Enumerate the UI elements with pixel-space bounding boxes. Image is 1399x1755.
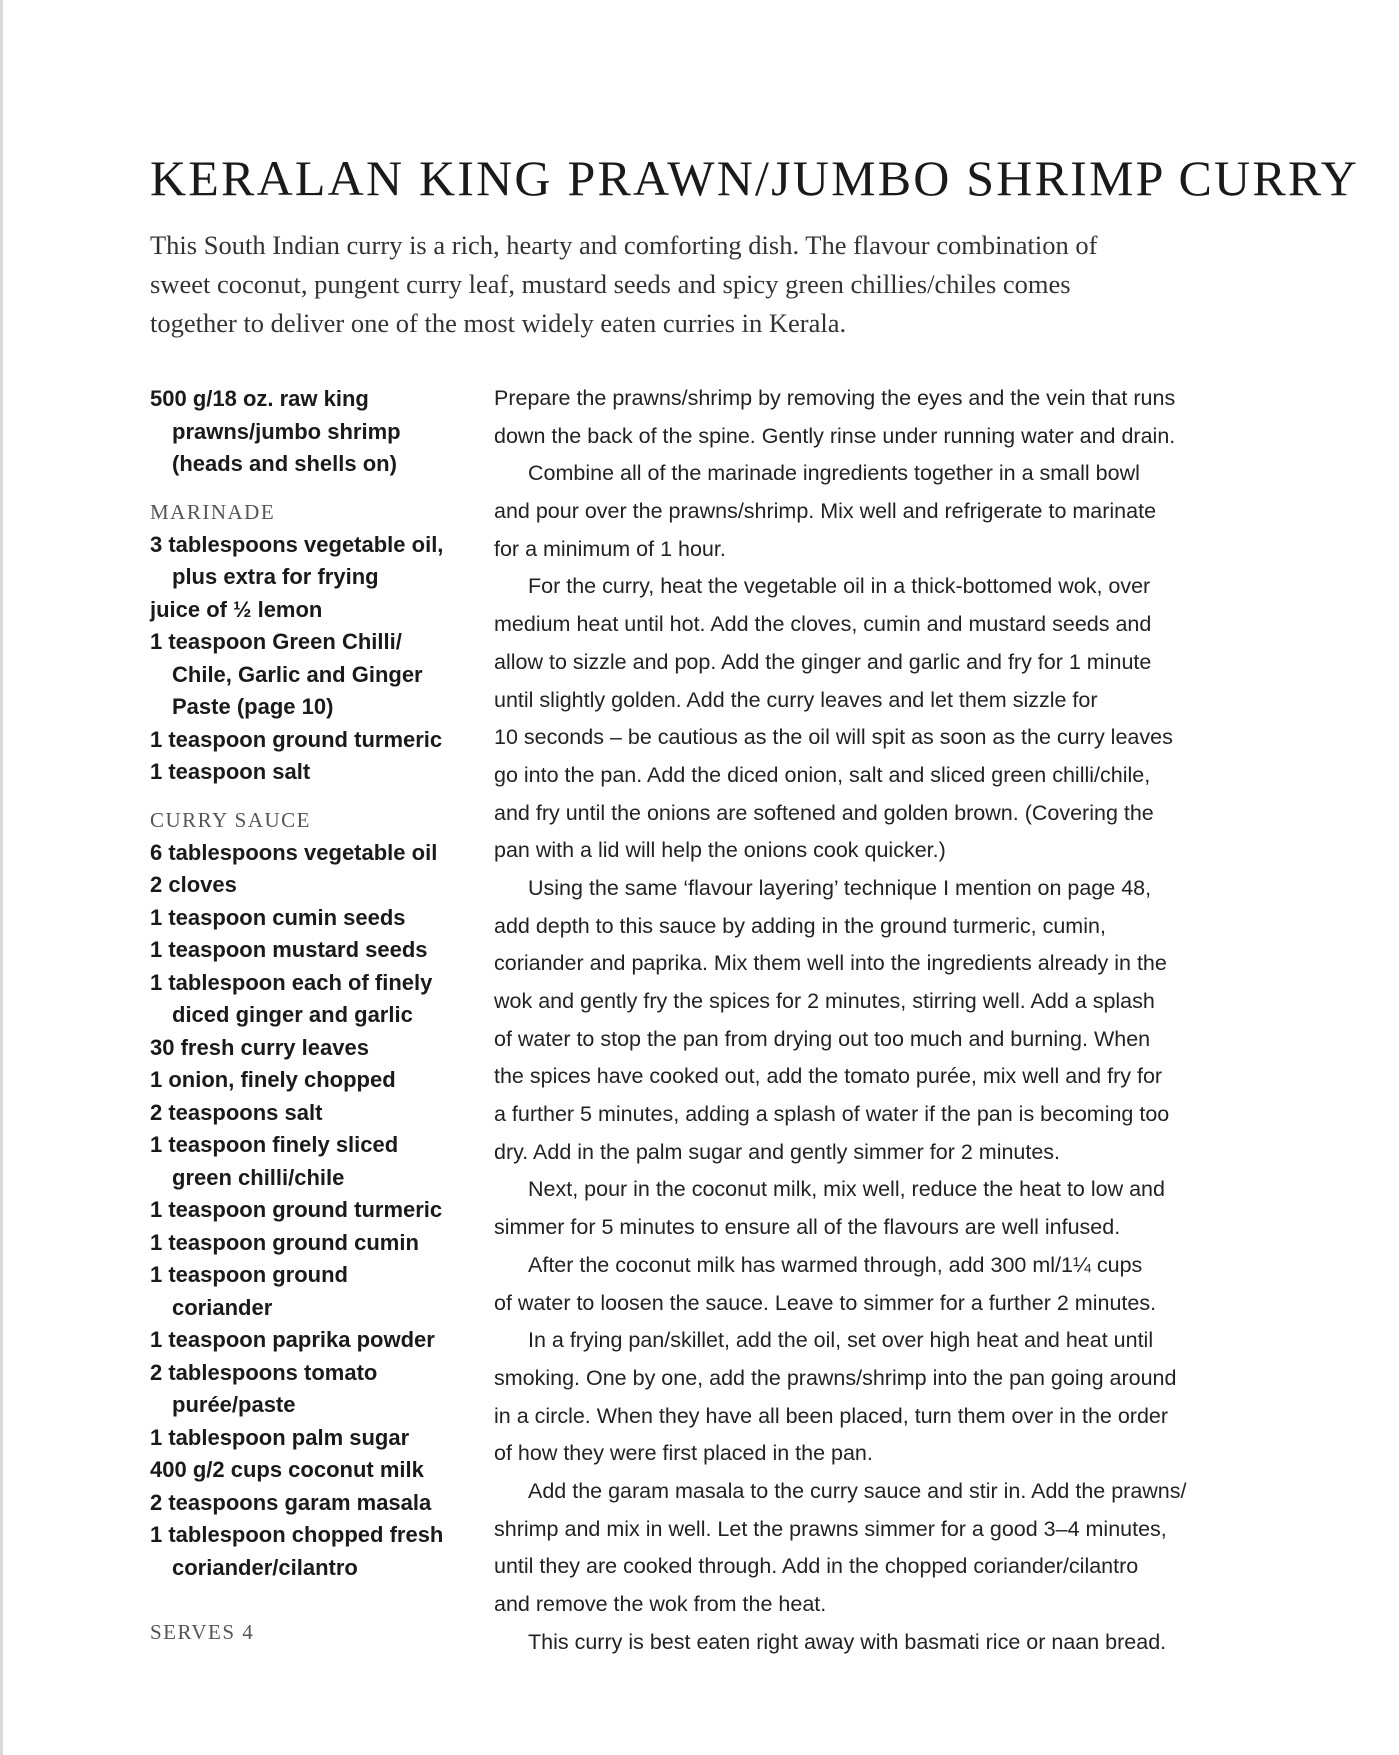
ingredient-line: Paste (page 10) bbox=[172, 694, 334, 719]
method-line: of how they were first placed in the pan. bbox=[494, 1441, 873, 1466]
method-line: and remove the wok from the heat. bbox=[494, 1592, 827, 1616]
ingredient-line: 30 fresh curry leaves bbox=[150, 1034, 369, 1060]
method-line: go into the pan. Add the diced onion, salt and sliced green chilli/chile, bbox=[494, 762, 1151, 787]
ingredient-line: Chile, Garlic and Ginger bbox=[172, 661, 423, 687]
intro-line: together to deliver one of the most widely eaten curries in Kerala. bbox=[150, 308, 847, 338]
ingredient-line: 1 teaspoon ground turmeric bbox=[150, 726, 443, 752]
ingredient-line: coriander bbox=[172, 1294, 273, 1320]
ingredient-line: diced ginger and garlic bbox=[172, 1002, 413, 1027]
ingredients-list bbox=[150, 383, 460, 1584]
method-line: of water to stop the pan from drying out too much and burning. When bbox=[494, 1026, 1151, 1051]
curry-sauce-heading: CURRY SAUCE bbox=[150, 807, 312, 832]
ingredient-line: 6 tablespoons vegetable oil bbox=[150, 839, 438, 865]
intro-line: This South Indian curry is a rich, hearty and comforting dish. The flavour combination of bbox=[150, 230, 1098, 260]
ingredient-line: 1 teaspoon finely sliced bbox=[150, 1132, 399, 1157]
ingredient-line: 2 tablespoons tomato bbox=[150, 1359, 378, 1385]
ingredient-line: 1 teaspoon ground turmeric bbox=[150, 1197, 443, 1222]
method-line: smoking. One by one, add the prawns/shrimp into the pan going around bbox=[494, 1365, 1177, 1390]
method-line: and pour over the prawns/shrimp. Mix well and refrigerate to marinate bbox=[494, 499, 1157, 524]
ingredient-line: 1 tablespoon palm sugar bbox=[150, 1424, 410, 1450]
method-line: medium heat until hot. Add the cloves, cumin and mustard seeds and bbox=[494, 612, 1152, 637]
method-line: Prepare the prawns/shrimp by removing the eyes and the vein that runs bbox=[494, 386, 1176, 410]
method-line: until they are cooked through. Add in the chopped coriander/cilantro bbox=[494, 1554, 1139, 1579]
method-line: For the curry, heat the vegetable oil in a thick-bottomed wok, over bbox=[528, 574, 1151, 599]
serves-label: SERVES 4 bbox=[150, 1620, 255, 1644]
method-line: wok and gently fry the spices for 2 minutes, stirring well. Add a splash bbox=[494, 989, 1155, 1013]
ingredient-line: purée/paste bbox=[172, 1392, 296, 1417]
ingredient-line: 1 teaspoon mustard seeds bbox=[150, 937, 428, 962]
method-line: down the back of the spine. Gently rinse under running water and drain. bbox=[494, 423, 1176, 448]
method-line: pan with a lid will help the onions cook quicker.) bbox=[494, 838, 946, 863]
method-line: dry. Add in the palm sugar and gently simmer for 2 minutes. bbox=[494, 1139, 1061, 1164]
ingredient-line: 500 g/18 oz. raw king bbox=[150, 386, 369, 411]
ingredient-line: 1 teaspoon Green Chilli/ bbox=[150, 629, 402, 654]
method-line: add depth to this sauce by adding in the ground turmeric, cumin, bbox=[494, 913, 1106, 938]
method-line: the spices have cooked out, add the tomato purée, mix well and fry for bbox=[494, 1064, 1163, 1089]
method-line: a further 5 minutes, adding a splash of water if the pan is becoming too bbox=[494, 1102, 1170, 1127]
ingredient-line: 1 tablespoon chopped fresh bbox=[150, 1522, 444, 1547]
ingredient-line: 400 g/2 cups coconut milk bbox=[150, 1457, 424, 1482]
ingredient-line: 1 tablespoon each of finely bbox=[150, 969, 433, 995]
method-line: until slightly golden. Add the curry leaves and let them sizzle for bbox=[494, 687, 1098, 712]
ingredient-line: coriander/cilantro bbox=[172, 1554, 358, 1580]
ingredient-line: 2 teaspoons salt bbox=[150, 1099, 323, 1125]
ingredient-line: 1 teaspoon cumin seeds bbox=[150, 904, 406, 930]
method-line: After the coconut milk has warmed through, add 300 ml/1¼ cups bbox=[528, 1252, 1143, 1277]
ingredient-line: 2 cloves bbox=[150, 872, 237, 897]
method-line: Add the garam masala to the curry sauce and stir in. Add the prawns/ bbox=[528, 1478, 1187, 1503]
method-line: In a frying pan/skillet, add the oil, set over high heat and heat until bbox=[528, 1328, 1154, 1353]
method-line: of water to loosen the sauce. Leave to simmer for a further 2 minutes. bbox=[494, 1290, 1157, 1315]
method-text bbox=[494, 380, 1254, 1661]
ingredient-line: (heads and shells on) bbox=[172, 451, 397, 476]
method-line: in a circle. When they have all been placed, turn them over in the order bbox=[494, 1403, 1169, 1428]
ingredient-line: 3 tablespoons vegetable oil, bbox=[150, 531, 444, 557]
method-line: 10 seconds – be cautious as the oil will spit as soon as the curry leaves bbox=[494, 725, 1173, 750]
method-line: and fry until the onions are softened and golden brown. (Covering the bbox=[494, 800, 1154, 825]
method-line: coriander and paprika. Mix them well into the ingredients already in the bbox=[494, 951, 1167, 976]
method-line: allow to sizzle and pop. Add the ginger and garlic and fry for 1 minute bbox=[494, 649, 1152, 674]
method-line: Next, pour in the coconut milk, mix well, reduce the heat to low and bbox=[528, 1177, 1165, 1202]
recipe-intro bbox=[150, 226, 1260, 343]
ingredient-line: prawns/jumbo shrimp bbox=[172, 418, 401, 444]
ingredient-line: 1 onion, finely chopped bbox=[150, 1067, 396, 1092]
ingredient-line: 1 teaspoon ground cumin bbox=[150, 1229, 419, 1255]
intro-line: sweet coconut, pungent curry leaf, mustard seeds and spicy green chillies/chiles comes bbox=[150, 269, 1071, 299]
ingredient-line: 1 teaspoon salt bbox=[150, 759, 311, 784]
ingredient-line: green chilli/chile bbox=[172, 1164, 345, 1190]
ingredient-line: 2 teaspoons garam masala bbox=[150, 1489, 432, 1515]
ingredient-line: juice of ½ lemon bbox=[150, 596, 323, 622]
ingredient-line: 1 teaspoon ground bbox=[150, 1262, 348, 1287]
ingredient-line: 1 teaspoon paprika powder bbox=[150, 1327, 435, 1352]
method-line: This curry is best eaten right away with basmati rice or naan bread. bbox=[528, 1629, 1167, 1654]
method-line: Combine all of the marinade ingredients together in a small bowl bbox=[528, 461, 1140, 486]
method-line: Using the same ‘flavour layering’ technique I mention on page 48, bbox=[528, 875, 1152, 900]
method-line: simmer for 5 minutes to ensure all of the flavours are well infused. bbox=[494, 1215, 1121, 1240]
ingredient-line: plus extra for frying bbox=[172, 564, 379, 589]
method-line: shrimp and mix in well. Let the prawns simmer for a good 3–4 minutes, bbox=[494, 1516, 1167, 1541]
page-edge bbox=[0, 0, 3, 1755]
method-line: for a minimum of 1 hour. bbox=[494, 536, 726, 561]
marinade-heading: MARINADE bbox=[150, 499, 276, 524]
recipe-title: KERALAN KING PRAWN/JUMBO SHRIMP CURRY bbox=[150, 150, 1360, 206]
